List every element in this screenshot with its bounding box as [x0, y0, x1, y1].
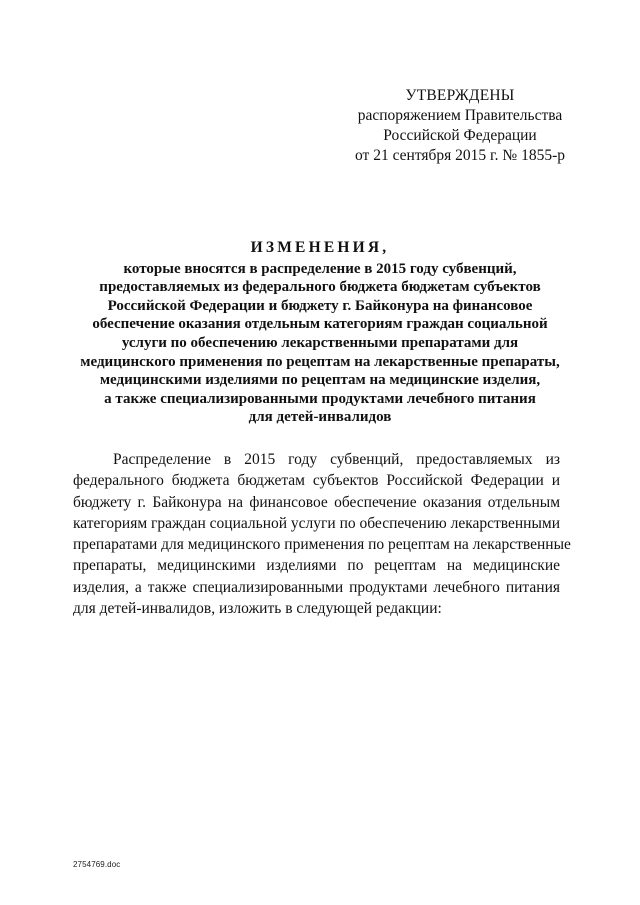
body-line: для детей-инвалидов, изложить в следующей редакции:	[73, 600, 442, 618]
body-line: федерального бюджета бюджетам субъектов Российской Федерации и	[73, 472, 560, 490]
document-heading	[60, 239, 580, 427]
body-line: препараты, медицинскими изделиями по рецептам на медицинские	[73, 557, 560, 575]
body-line: препаратами для медицинского применения по рецептам на лекарственные	[73, 536, 571, 554]
file-stamp: 2754769.doc	[73, 860, 121, 869]
heading-line: а также специализированными продуктами лечебного питания	[104, 390, 536, 407]
heading-line: которые вносятся в распределение в 2015 году субвенций,	[123, 260, 517, 277]
approval-block	[330, 86, 590, 166]
approval-authority: распоряжением Правительства	[357, 107, 563, 124]
body-line: категориям граждан социальной услуги по обеспечению лекарственными	[73, 514, 560, 532]
approval-date-number: от 21 сентября 2015 г. № 1855-р	[355, 147, 565, 164]
heading-line: для детей-инвалидов	[248, 409, 392, 426]
heading-line: медицинскими изделиями по рецептам на медицинские изделия,	[99, 372, 541, 389]
body-line: Распределение в 2015 году субвенций, предоставляемых из	[113, 451, 560, 468]
heading-title: ИЗМЕНЕНИЯ,	[250, 239, 390, 256]
heading-line: услуги по обеспечению лекарственными препаратами для	[121, 334, 519, 351]
heading-line: обеспечение оказания отдельным категориям граждан социальной	[92, 316, 548, 333]
heading-line: Российской Федерации и бюджету г. Байконура на финансовое	[107, 297, 533, 314]
heading-line: медицинского применения по рецептам на лекарственные препараты,	[80, 353, 560, 370]
approval-country: Российской Федерации	[383, 127, 537, 144]
body-line: бюджету г. Байконура на финансовое обеспечение оказания отдельным	[73, 493, 560, 511]
approval-title: УТВЕРЖДЕНЫ	[405, 87, 515, 104]
body-line: изделия, а также специализированными продуктами лечебного питания	[73, 578, 560, 596]
body-paragraph	[73, 449, 571, 619]
heading-line: предоставляемых из федерального бюджета бюджетам субъектов	[99, 279, 541, 296]
